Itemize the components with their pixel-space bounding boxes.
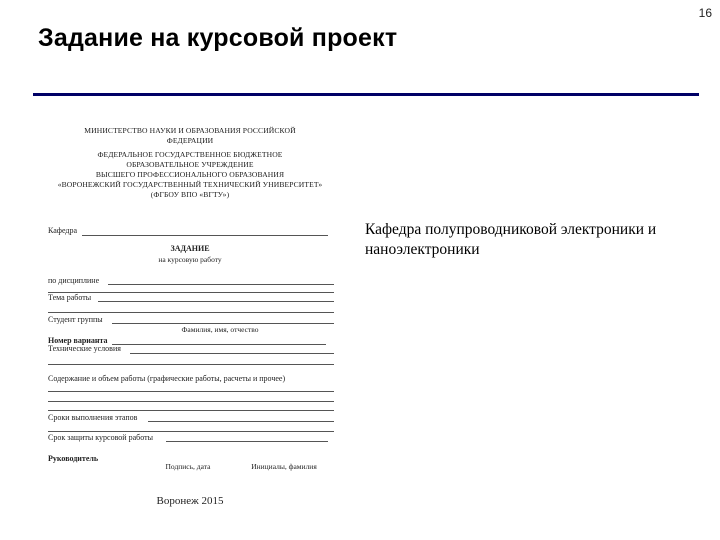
topic-line [98, 301, 334, 302]
document-header [30, 126, 350, 200]
header-line: ФЕДЕРАЛЬНОЕ ГОСУДАРСТВЕННОЕ БЮДЖЕТНОЕ [97, 150, 283, 159]
stages-label: Сроки выполнения этапов [48, 413, 138, 422]
discipline-line [108, 284, 334, 285]
header-line: ОБРАЗОВАТЕЛЬНОЕ УЧРЕЖДЕНИЕ [126, 160, 254, 169]
header-line: ВЫСШЕГО ПРОФЕССИОНАЛЬНОГО ОБРАЗОВАНИЯ [95, 170, 285, 179]
signature-label: Подпись, дата [165, 462, 211, 471]
blank-line [48, 391, 334, 392]
blank-line [48, 364, 334, 365]
variant-label: Номер варианта [48, 336, 108, 345]
conditions-label: Технические условия [48, 344, 121, 353]
task-subtitle: на курсовую работу [158, 255, 222, 264]
conditions-line [130, 353, 334, 354]
defense-label: Срок защиты курсовой работы [48, 433, 153, 442]
header-line: (ФГБОУ ВПО «ВГТУ») [150, 190, 230, 199]
header-line: «ВОРОНЕЖСКИЙ ГОСУДАРСТВЕННЫЙ ТЕХНИЧЕСКИЙ УНИВЕРСИТЕТ» [57, 180, 323, 189]
student-label: Студент группы [48, 315, 103, 324]
blank-line [48, 401, 334, 402]
content-label: Содержание и объем работы (графические работы, расчеты и прочее) [48, 374, 286, 383]
city-year: Воронеж 2015 [156, 495, 224, 507]
variant-line [112, 344, 326, 345]
topic-label: Тема работы [48, 293, 92, 302]
title-divider [33, 93, 699, 96]
blank-line [48, 410, 334, 411]
blank-line [48, 431, 334, 432]
defense-line [166, 441, 328, 442]
discipline-label: по дисциплине [48, 276, 100, 285]
student-line [112, 323, 334, 324]
department-line [82, 235, 328, 236]
initials-label: Инициалы, фамилия [251, 462, 317, 471]
student-sublabel: Фамилия, имя, отчество [181, 325, 259, 334]
department-label: Кафедра [48, 226, 78, 235]
stages-line [148, 421, 334, 422]
task-title: ЗАДАНИЕ [170, 244, 210, 253]
blank-line [48, 312, 334, 313]
slide-title: Задание на курсовой проект [38, 24, 398, 52]
header-line: ФЕДЕРАЦИИ [166, 136, 214, 145]
supervisor-label: Руководитель [48, 454, 99, 463]
task-form-document [30, 118, 350, 523]
slide-number: 16 [698, 6, 712, 20]
header-line: МИНИСТЕРСТВО НАУКИ И ОБРАЗОВАНИЯ РОССИЙСКОЙ [84, 126, 296, 135]
department-caption: Кафедра полупроводниковой электроники и наноэлектроники [365, 221, 657, 258]
